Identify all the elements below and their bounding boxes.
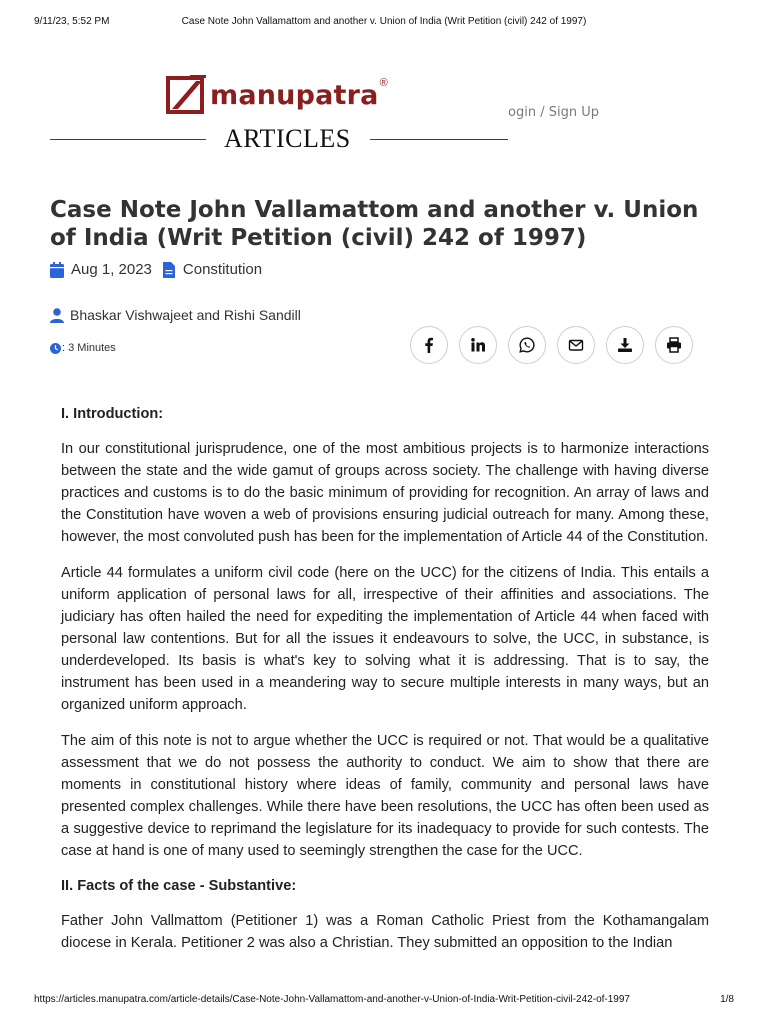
article-title: Case Note John Vallamattom and another v. Union of India (Writ Petition (civil) 242 of 1997) — [50, 197, 699, 251]
article-category[interactable]: Constitution — [182, 261, 263, 278]
print-icon — [666, 337, 682, 353]
share-email-button[interactable] — [557, 326, 595, 364]
linkedin-icon — [470, 337, 486, 353]
share-facebook-button[interactable] — [410, 326, 448, 364]
read-time — [50, 342, 116, 354]
page-number: 1/8 — [720, 994, 734, 1005]
manupatra-logo[interactable] — [166, 74, 388, 116]
paragraph: Father John Vallmattom (Petitioner 1) was a Roman Catholic Priest from the Kothamangalam diocese in Kerala. Petitioner 2 was also a Christian. They submitted an opposition to the Indian — [61, 913, 709, 951]
registered-mark: ® — [379, 77, 388, 89]
section-title: ARTICLES — [224, 124, 351, 153]
download-icon — [617, 337, 633, 353]
share-toolbar — [410, 326, 704, 364]
divider-right — [370, 139, 508, 140]
print-doc-title: Case Note John Vallamattom and another v. Union of India (Writ Petition (civil) 242 of 1997) — [181, 16, 587, 27]
login-signup-link[interactable]: ogin / Sign Up — [508, 105, 599, 120]
document-icon — [162, 262, 176, 278]
whatsapp-icon — [519, 337, 535, 353]
share-whatsapp-button[interactable] — [508, 326, 546, 364]
article-body — [61, 404, 709, 968]
divider-left — [50, 139, 206, 140]
brand-name: manupatra — [210, 79, 379, 111]
print-timestamp: 9/11/23, 5:52 PM — [34, 16, 110, 27]
download-button[interactable] — [606, 326, 644, 364]
section-heading-facts: II. Facts of the case - Substantive: — [61, 878, 297, 894]
share-linkedin-button[interactable] — [459, 326, 497, 364]
paragraph: Article 44 formulates a uniform civil code (here on the UCC) for the citizens of India. This entails a uniform application of personal laws for all, irrespective of their affinities and associations. The judiciary has often hailed the need for expediting the implementation of Article 44 when faced with personal law contentions. But for all the issues it endeavours to solve, the UCC, in substance, is underdeveloped. Its basis is what's key to solving what it is addressing. That is to say, the instrument has been used in a meandering way to secure multiple interests in many ways, but an organized uniform approach. — [61, 565, 709, 713]
manupatra-logo-icon — [166, 75, 206, 115]
article-meta — [50, 261, 262, 278]
section-heading-introduction: I. Introduction: — [61, 406, 164, 422]
print-button[interactable] — [655, 326, 693, 364]
section-banner — [50, 124, 508, 154]
user-icon — [50, 308, 64, 323]
facebook-icon — [421, 337, 437, 353]
article-authors — [50, 307, 301, 323]
author-names: Bhaskar Vishwajeet and Rishi Sandill — [70, 307, 301, 323]
paragraph: The aim of this note is not to argue whether the UCC is required or not. That would be a qualitative assessment that we do not possess the authority to conduct. We aim to show that there are moments in constitutional history where ideas of family, community and personal laws have presented complex challenges. While there have been resolutions, the UCC has often been used as a suggestive device to reprimand the legislature for its inadequacy to provide for such contests. The case at hand is one of many used to seemingly strengthen the case for the UCC. — [61, 733, 709, 859]
email-icon — [568, 337, 584, 353]
print-url: https://articles.manupatra.com/article-details/Case-Note-John-Vallamattom-and-another-v-Union-of-India-Writ-Petition-civil-242-of-1997 — [34, 994, 630, 1005]
clock-icon — [50, 343, 61, 354]
article-date: Aug 1, 2023 — [71, 261, 152, 278]
paragraph: In our constitutional jurisprudence, one of the most ambitious projects is to harmonize interactions between the state and the wide gamut of groups across society. The challenge with having diverse practices and customs is to do the basic minimum of providing for recognition. An array of laws and the Constitution have woven a web of provisions ensuring judicial outreach for many. Among these, however, the most convoluted push has been for the implementation of Article 44 of the Constitution. — [61, 441, 709, 545]
read-time-label: : 3 Minutes — [62, 342, 116, 354]
calendar-icon — [50, 262, 64, 278]
